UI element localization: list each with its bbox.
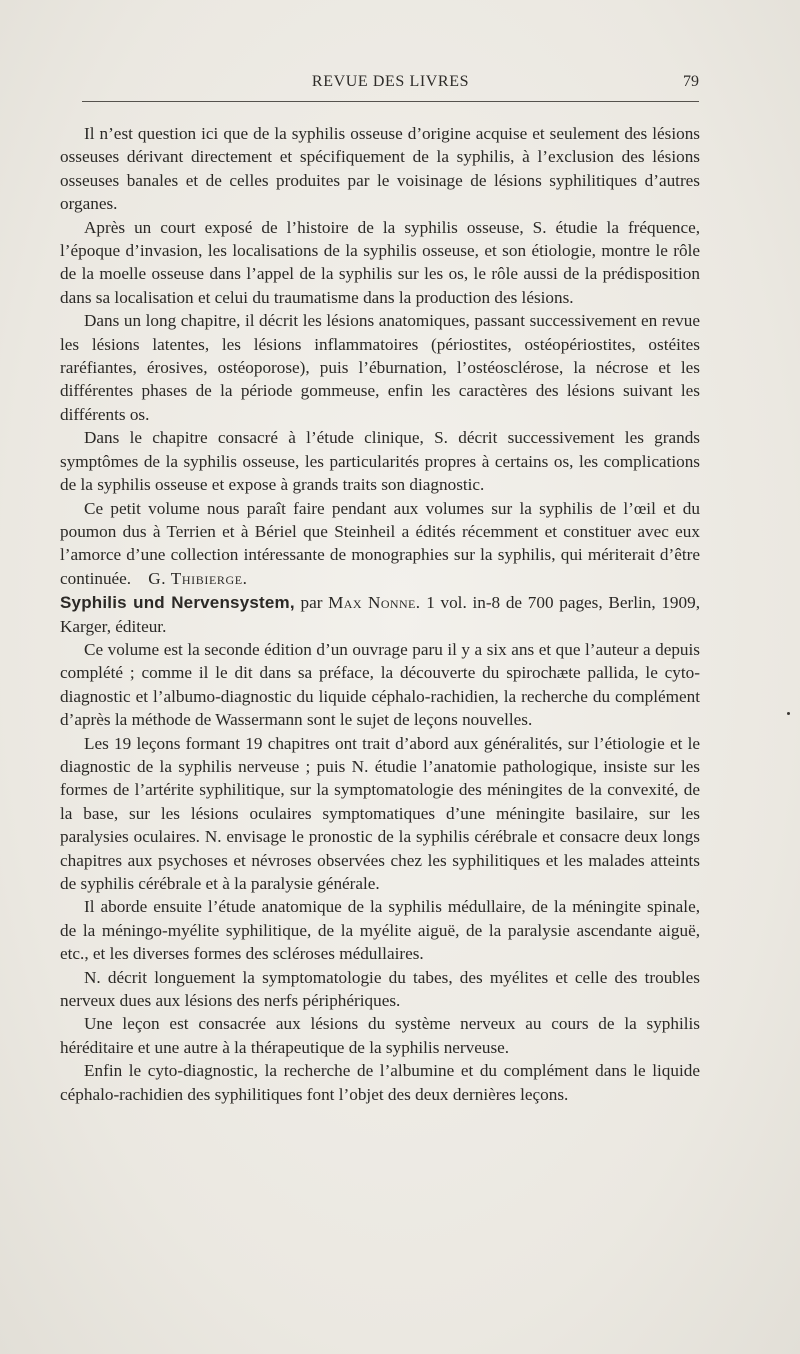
paragraph-with-signature bbox=[60, 497, 700, 591]
paragraph: Il n’est question ici que de la syphilis osseuse d’origine acquise et seulement des lésions osseuses dérivant directement et spécifiquement de la syphilis, à l’exclusion des lésions osseuses banales et de celles produites par le voisinage de lésions syphilitiques d’autres organes. bbox=[60, 124, 700, 214]
paragraph: Les 19 leçons formant 19 chapitres ont trait d’abord aux généralités, sur l’étiologie et le diagnostic de la syphilis nerveuse ; puis N. étudie l’anatomie pathologique, insiste sur les formes de l’artérite syphilitique, sur la symptomatologie des méningites de la convexité, de la base, sur les lésions oculaires symptomatiques d’une méningite basilaire, sur les paralysies oculaires. N. envisage le pronostic de la syphilis cérébrale et consacre deux longs chapitres aux psychoses et névroses observées chez les syphilitiques et les malades atteints de syphilis cérébrale et à la paralysie générale. bbox=[60, 733, 700, 893]
paragraph: Dans le chapitre consacré à l’étude clinique, S. décrit successivement les grands symptômes de la syphilis osseuse, les particularités propres à certains os, les complications de la syphilis osseuse et expose à grands traits son diagnostic. bbox=[60, 428, 700, 495]
paragraph: Il aborde ensuite l’étude anatomique de la syphilis médullaire, de la méningite spinale, de la méningo-myélite syphilitique, de la myélite aiguë, de la paralysie ascendante aiguë, etc., et les diverses formes des scléroses médullaires. bbox=[60, 897, 700, 964]
book-author: Max Nonne. bbox=[328, 593, 421, 613]
reviewer-signature: G. Thibierge. bbox=[148, 568, 248, 588]
paragraph: Après un court exposé de l’histoire de la syphilis osseuse, S. étudie la fréquence, l’époque d’invasion, les localisations de la syphilis osseuse, et son étiologie, montre le rôle de la moelle osseuse dans l’appel de la syphilis sur les os, le rôle aussi de la prédisposition dans sa localisation et celui du traumatisme dans la production des lésions. bbox=[60, 217, 700, 307]
running-head bbox=[82, 73, 699, 97]
book-details: 1 vol. in-8 de 700 pages, Berlin, 1909, Karger, éditeur. bbox=[60, 593, 701, 636]
page-number: 79 bbox=[683, 73, 699, 90]
book-notice bbox=[60, 591, 700, 638]
paragraph-text: Ce petit volume nous paraît faire pendant aux volumes sur la syphilis de l’œil et du poumon dus à Terrien et à Bériel que Steinheil a édités récemment et constituer avec eux l’amorce d’une collection intéressante de monographies sur la syphilis, qui mériterait d’être continuée. bbox=[60, 498, 700, 588]
paragraph: Ce volume est la seconde édition d’un ouvrage paru il y a six ans et que l’auteur a depuis complété ; comme il le dit dans sa préface, la découverte du spirochæte pallida, le cyto-diagnostic et l’albumo-diagnostic du liquide céphalo-rachidien, la recherche du complément d’après la méthode de Wassermann sont le sujet de leçons nouvelles. bbox=[60, 639, 700, 730]
paragraph: Dans un long chapitre, il décrit les lésions anatomiques, passant successivement en revue les lésions latentes, les lésions inflammatoires (périostites, ostéopériostites, ostéites raréfiantes, érosives, ostéoporose), puis l’éburnation, l’ostéosclérose, la nécrose et les différentes phases de la période gommeuse, enfin les caractères des lésions suivant les différents os. bbox=[60, 311, 700, 424]
paragraph: Une leçon est consacrée aux lésions du système nerveux au cours de la syphilis héréditaire et une autre à la thérapeutique de la syphilis nerveuse. bbox=[60, 1014, 700, 1057]
paragraph: N. décrit longuement la symptomatologie du tabes, des myélites et celle des troubles nerveux dues aux lésions des nerfs périphériques. bbox=[60, 967, 700, 1011]
running-title: REVUE DES LIVRES bbox=[311, 73, 470, 90]
book-by: par bbox=[300, 593, 323, 613]
book-title: Syphilis und Nervensystem, bbox=[60, 593, 295, 613]
ink-speck bbox=[787, 712, 790, 715]
header-rule bbox=[82, 101, 699, 102]
paragraph: Enfin le cyto-diagnostic, la recherche de l’albumine et du complément dans le liquide céphalo-rachidien des syphilitiques font l’objet des deux dernières leçons. bbox=[60, 1061, 700, 1104]
review-text bbox=[60, 122, 700, 1106]
